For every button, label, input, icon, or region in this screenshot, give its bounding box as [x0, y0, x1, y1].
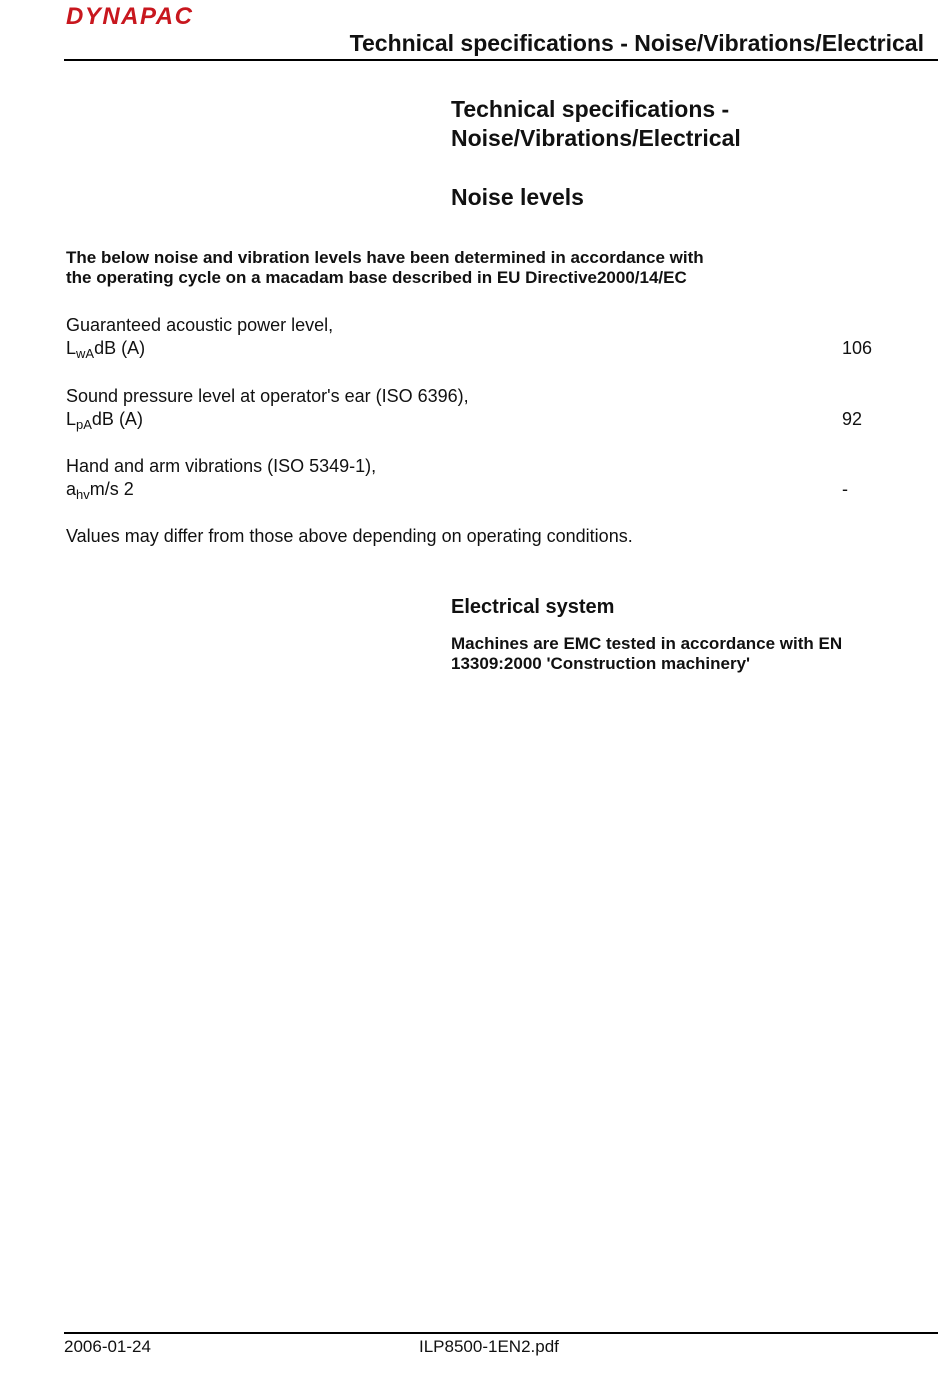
footer-filename: ILP8500-1EN2.pdf [419, 1337, 559, 1356]
spec-symbol: a [66, 479, 77, 499]
electrical-text-line-1: Machines are EMC tested in accordance with EN [451, 634, 843, 653]
footer-date: 2006-01-24 [64, 1337, 151, 1356]
spec-unit-line [66, 408, 936, 431]
electrical-system-text [451, 634, 842, 674]
spec-symbol: L [66, 409, 77, 429]
header-title: Technical specifications - Noise/Vibrations/Electrical [349, 30, 924, 56]
spec-unit-line [66, 337, 936, 360]
noise-levels-heading: Noise levels [451, 184, 584, 210]
values-note: Values may differ from those above depending on operating conditions. [66, 526, 633, 546]
spec-unit: m/s 2 [89, 479, 134, 499]
intro-line-2: the operating cycle on a macadam base described in EU Directive2000/14/EC [66, 268, 687, 287]
spec-row-sound-pressure [66, 385, 936, 431]
electrical-text-line-2: 13309:2000 'Construction machinery' [451, 654, 751, 673]
section-title [451, 95, 741, 153]
spec-value: 106 [842, 338, 873, 358]
dynapac-logo [64, 4, 274, 28]
spec-label: Hand and arm vibrations (ISO 5349-1), [66, 456, 377, 476]
spec-value: - [842, 479, 848, 499]
footer-divider [64, 1332, 938, 1334]
logo-svg [64, 4, 274, 28]
electrical-system-heading: Electrical system [451, 596, 615, 618]
spec-symbol: L [66, 338, 77, 358]
spec-subscript: wA [76, 346, 95, 361]
section-title-line-2: Noise/Vibrations/Electrical [451, 125, 741, 151]
spec-label: Guaranteed acoustic power level, [66, 315, 334, 335]
section-title-line-1: Technical specifications - [451, 96, 730, 122]
spec-row-acoustic-power [66, 314, 936, 360]
logo-wordmark: DYNAPAC [66, 4, 194, 28]
header-divider [64, 59, 938, 61]
spec-subscript: hv [76, 487, 90, 502]
spec-unit: dB (A) [94, 338, 146, 358]
spec-row-hand-arm-vibrations [66, 455, 936, 501]
spec-subscript: pA [76, 417, 92, 432]
intro-line-1: The below noise and vibration levels have been determined in accordance with [66, 248, 704, 267]
spec-value: 92 [842, 409, 863, 429]
spec-unit: dB (A) [91, 409, 143, 429]
intro-paragraph [66, 248, 704, 288]
spec-unit-line [66, 478, 936, 501]
spec-label: Sound pressure level at operator's ear (ISO 6396), [66, 386, 469, 406]
